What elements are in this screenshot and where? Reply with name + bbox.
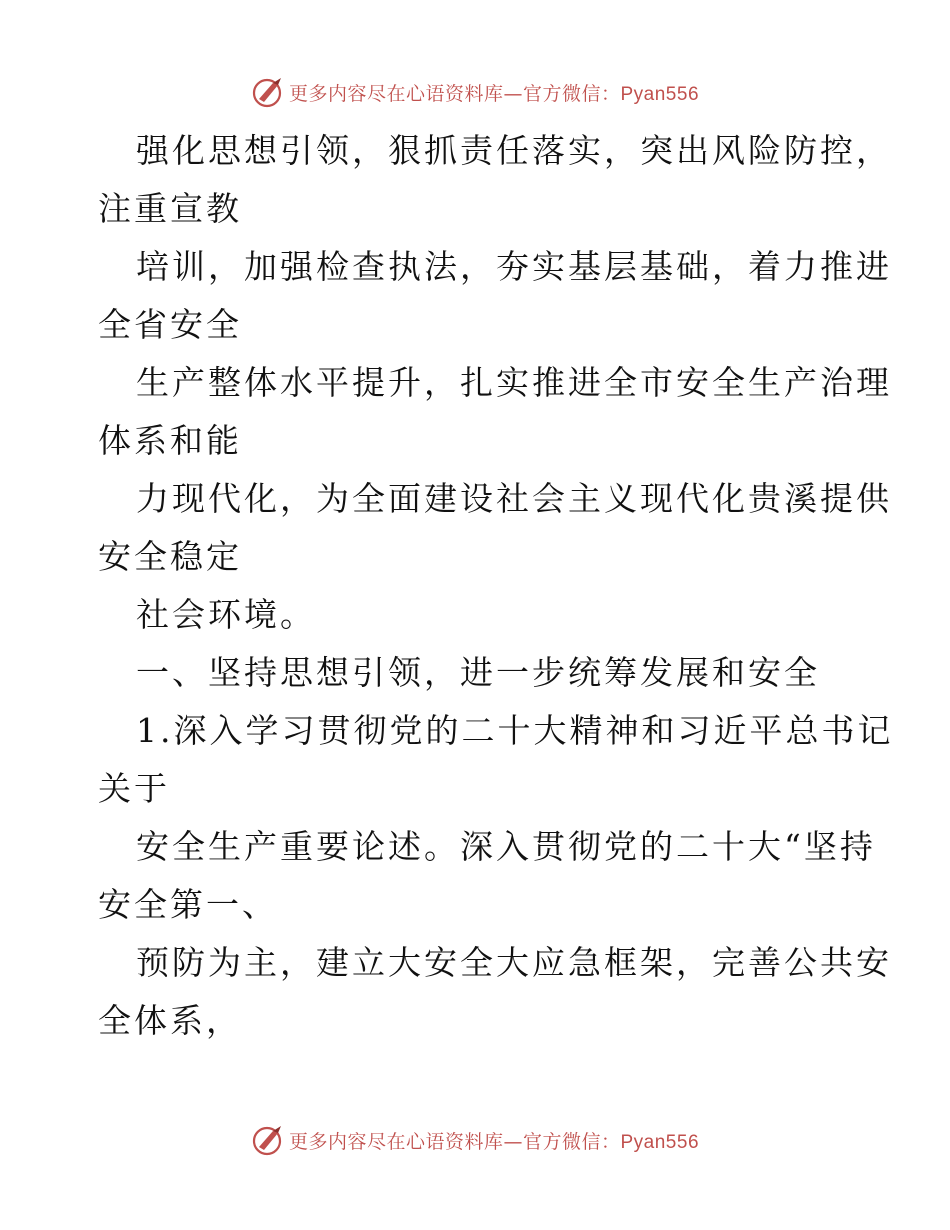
text-line: 安全稳定 — [98, 537, 242, 576]
text-line: 强化思想引领，狠抓责任落实，突出风险防控， — [136, 131, 892, 170]
pen-logo-icon — [251, 75, 285, 109]
watermark-text — [289, 79, 699, 106]
text-line: 力现代化，为全面建设社会主义现代化贵溪提供 — [136, 479, 892, 518]
text-line: 体系和能 — [98, 421, 242, 460]
watermark-title: 更多内容尽在心语资料库 — [288, 1130, 504, 1153]
watermark-wechat-id: Pyan556 — [620, 83, 700, 105]
watermark-separator: — — [503, 82, 523, 105]
watermark-title: 更多内容尽在心语资料库 — [288, 82, 504, 105]
document-body — [98, 122, 894, 1050]
pen-logo-icon — [251, 1123, 285, 1157]
text-line: 安全生产重要论述。深入贯彻党的二十大“坚持 — [136, 827, 876, 866]
watermark-text — [289, 1127, 699, 1154]
text-line: 安全第一、 — [98, 885, 278, 924]
header-watermark — [0, 72, 950, 112]
watermark-wechat-id: Pyan556 — [620, 1131, 700, 1153]
text-line: 注重宣教 — [98, 189, 242, 228]
text-line: 1.深入学习贯彻党的二十大精神和习近平总书记 — [136, 711, 894, 750]
watermark-label: 官方微信： — [522, 82, 621, 105]
text-line: 全体系， — [98, 1001, 242, 1040]
text-line: 社会环境。 — [136, 595, 316, 634]
text-line: 培训，加强检查执法，夯实基层基础，着力推进 — [136, 247, 892, 286]
footer-watermark — [0, 1120, 950, 1160]
text-line: 全省安全 — [98, 305, 242, 344]
text-line: 关于 — [98, 769, 170, 808]
text-line: 一、坚持思想引领，进一步统筹发展和安全 — [136, 653, 820, 692]
watermark-separator: — — [503, 1130, 523, 1153]
text-line: 预防为主，建立大安全大应急框架，完善公共安 — [136, 943, 892, 982]
text-line: 生产整体水平提升，扎实推进全市安全生产治理 — [136, 363, 892, 402]
watermark-label: 官方微信： — [522, 1130, 621, 1153]
